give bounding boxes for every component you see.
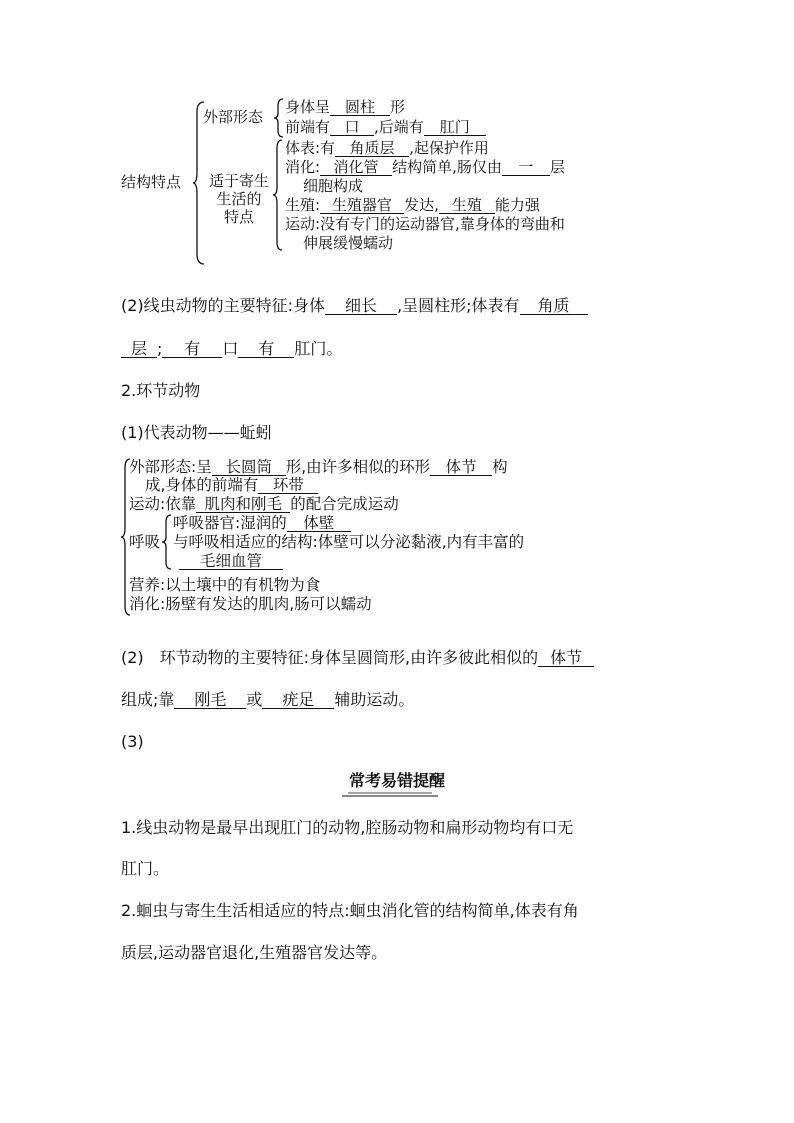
nematode-feature-line1: (2)线虫动物的主要特征:身体 细长 ,呈圆柱形;体表有 角质 [121,296,588,316]
item-3: (3) [121,732,144,751]
root-label: 结构特点 [121,173,182,191]
blank-slender: 细长 [325,298,397,315]
reproduction-line: 生殖: 生殖器官 发达, 生殖 能力强 [285,196,540,214]
blank-cuticle-a: 角质 [520,298,588,315]
blank-mouth: 口 [330,119,374,136]
outer-form-brace [273,98,285,138]
section-heading-annelids: 2.环节动物 [121,381,201,400]
tip1-line1: 1.线虫动物是最早出现肛门的动物,腔肠动物和扁形动物均有口无 [121,818,574,837]
movement-line: 运动:依靠 肌肉和刚毛 的配合完成运动 [129,495,399,513]
blank-segment: 体节 [430,459,492,476]
blank-parapodia: 疣足 [262,692,334,709]
annelid-feature-line1: (2) 环节动物的主要特征:身体呈圆筒形,由许多彼此相似的 体节 [121,648,594,668]
digestion-cont-line: 细胞构成 [303,177,364,195]
body-surface-line: 体表:有 角质层 ,起保护作用 [285,139,489,157]
blank-clitellum: 环带 [258,477,318,494]
blank-cuticle: 角质层 [335,140,409,157]
outer-form-label: 外部形态 [203,108,264,126]
blank-muscle-setae: 肌肉和刚毛 [196,496,290,513]
tip2-line2: 质层,运动器官退化,生殖器官发达等。 [121,943,388,962]
annelid-feature-line2: 组成;靠 刚毛 或 疣足 辅助运动。 [121,690,415,709]
parasite-brace [272,139,284,251]
blank-digestive-tube: 消化管 [320,159,392,176]
blank-shape: 圆柱 [330,99,390,116]
blank-reproduction: 生殖 [439,197,495,214]
movement-cont-line: 伸展缓慢蠕动 [303,234,394,252]
blank-has-anus: 有 [238,341,294,358]
digestion-line: 消化: 消化管 结构简单,肠仅由 一 层 [285,158,565,176]
blank-cuticle-b: 层 [121,341,157,358]
parasite-label: 适于寄生 生活的 特点 [208,172,269,226]
breath-brace [161,514,173,570]
blank-setae: 刚毛 [174,692,246,709]
tip1-line2: 肛门。 [121,859,170,878]
tips-title-underline [340,792,440,798]
nematode-feature-line2: 层 ; 有 口 有 肛门。 [121,339,342,359]
subheading-earthworm: (1)代表动物——蚯蚓 [121,423,272,442]
blank-anus: 肛门 [424,119,486,136]
blank-reproductive-organ: 生殖器官 [320,197,404,214]
breath-organ-line: 呼吸器官:湿润的 体壁 [173,514,351,533]
blank-has-mouth: 有 [162,341,222,358]
blank-layer-count: 一 [502,159,550,176]
blank-long-cylinder: 长圆筒 [212,459,286,476]
blank-capillaries: 毛细血管 [179,553,283,570]
breath-label: 呼吸 [129,533,161,551]
outer-mouth-line: 前端有 口 ,后端有 肛门 [285,118,486,136]
form-cont-line: 成,身体的前端有 环带 [145,476,318,495]
form-line: 外部形态:呈 长圆筒 形,由许多相似的环形 体节 构 [129,458,508,476]
breath-struct-line: 与呼吸相适应的结构:体壁可以分泌黏液,内有丰富的 [173,533,525,551]
tip2-line1: 2.蛔虫与寄生生活相适应的特点:蛔虫消化管的结构简单,体表有角 [121,901,579,920]
blank-body-wall: 体壁 [287,515,351,532]
movement-line: 运动:没有专门的运动器官,靠身体的弯曲和 [285,215,565,233]
breath-struct-cont-line [179,552,283,571]
digestion-line-2: 消化:肠壁有发达的肌肉,肠可以蠕动 [129,595,372,613]
outer-shape-line: 身体呈 圆柱 形 [285,98,406,116]
blank-segment-2: 体节 [538,650,594,667]
nutrition-line: 营养:以土壤中的有机物为食 [129,576,321,594]
tips-title: 常考易错提醒 [349,771,446,790]
